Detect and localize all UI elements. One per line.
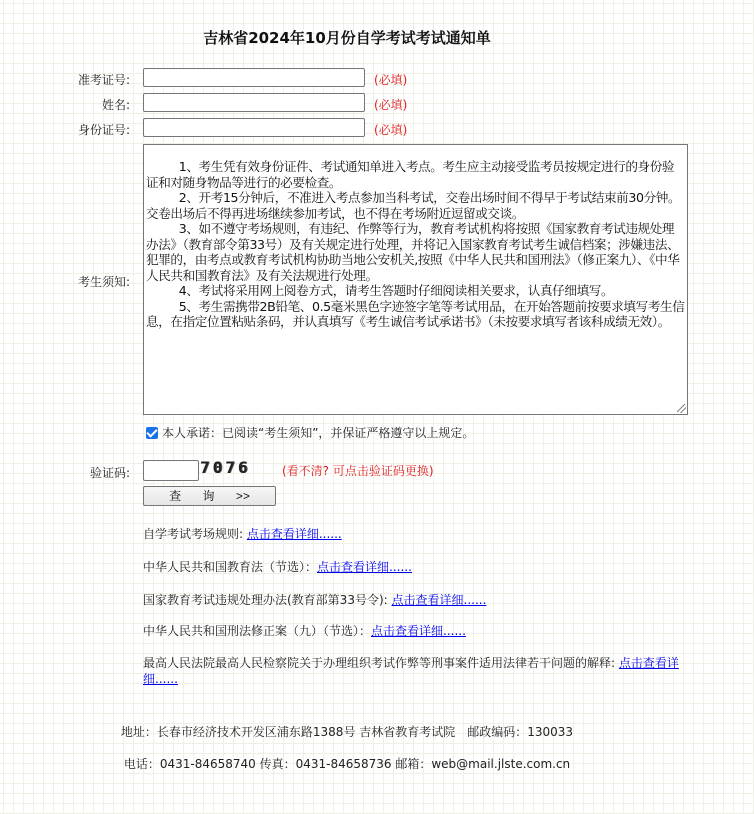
footer-contact: 电话：0431-84658740 传真：0431-84658736 邮箱：web@mail.jlste.com.cn	[123, 757, 571, 771]
notice-label: 考生须知:	[77, 275, 130, 289]
view-details-link[interactable]: 点击查看详细......	[371, 624, 466, 638]
exam-number-label: 准考证号:	[77, 73, 130, 87]
name-label: 姓名:	[101, 98, 130, 112]
notice-item: 3、如不遵守考场规则，有违纪、作弊等行为，教育考试机构将按照《国家教育考试违规处理办法》（教育部令第33号）及有关规定进行处理，并将记入国家教育考试考生诚信档案；涉嫌违法、犯罪的，由考点或教育考试机构协助当地公安机关,按照《中华人民共和国刑法》（修正案九）、《中华人民共和国教育法》及有关法规进行处理。	[146, 221, 680, 283]
link-row-exam-rules	[143, 526, 688, 542]
view-details-link[interactable]: 点击查看详细......	[246, 527, 342, 541]
link-prefix: 最高人民法院最高人民检察院关于办理组织考试作弊等刑事案件适用法律若干问题的解释:	[143, 656, 619, 670]
link-row-judicial-interpretation	[143, 655, 688, 687]
view-details-link[interactable]: 点击查看详细......	[317, 560, 412, 574]
link-row-criminal-law	[143, 623, 688, 639]
captcha-input[interactable]	[143, 460, 199, 481]
id-number-label: 身份证号:	[77, 123, 130, 137]
exam-number-input[interactable]	[143, 68, 365, 87]
notice-item: 4、考试将采用网上阅卷方式，请考生答题时仔细阅读相关要求，认真仔细填写。	[178, 283, 614, 298]
captcha-label: 验证码:	[89, 466, 130, 480]
view-details-link[interactable]: 点击查看详细......	[391, 593, 487, 607]
view-details-link[interactable]: 点击查看详细......	[143, 656, 679, 686]
link-prefix: 中华人民共和国刑法修正案（九）（节选）：	[143, 624, 372, 638]
name-input[interactable]	[143, 93, 365, 112]
link-row-education-law	[143, 559, 688, 575]
notice-item: 1、考生凭有效身份证件、考试通知单进入考点。考生应主动接受监考员按规定进行的身份验证和对随身物品等进行的必要检查。	[146, 159, 675, 190]
exam-number-required-hint: (必填)	[374, 73, 408, 87]
footer-address: 地址：长春市经济技术开发区浦东路1388号 吉林省教育考试院 邮政编码：130033	[120, 725, 574, 739]
resize-grip-icon[interactable]	[677, 404, 686, 413]
agreement-label: 本人承诺：已阅读“考生须知”，并保证严格遵守以上规定。	[162, 426, 475, 440]
link-prefix: 国家教育考试违规处理办法(教育部第33号令):	[143, 593, 392, 607]
name-required-hint: (必填)	[374, 98, 408, 112]
query-button[interactable]: 查 询 >>	[143, 486, 276, 506]
agreement-checkbox[interactable]	[146, 427, 158, 439]
page-title: 吉林省2024年10月份自学考试考试通知单	[203, 29, 491, 47]
agreement-row	[146, 424, 474, 441]
notice-textarea[interactable]	[143, 144, 688, 415]
id-number-input[interactable]	[143, 118, 365, 137]
link-prefix: 自学考试考场规则:	[143, 527, 247, 541]
captcha-image[interactable]: 7076	[200, 458, 251, 477]
notice-item: 2、开考15分钟后，不准进入考点参加当科考试，交卷出场时间不得早于考试结束前30分钟。交卷出场后不得再进场继续参加考试，也不得在考场附近逗留或交谈。	[146, 190, 681, 221]
captcha-refresh-hint: (看不清? 可点击验证码更换)	[282, 464, 434, 478]
notice-item: 5、考生需携带2B铅笔、0.5毫米黑色字迹签字笔等考试用品，在开始答题前按要求填写考生信息，在指定位置粘贴条码，并认真填写《考生诚信考试承诺书》（未按要求填写者该科成绩无效）。	[146, 298, 685, 329]
link-prefix: 中华人民共和国教育法（节选）：	[143, 560, 318, 574]
link-row-violation-rules	[143, 592, 688, 608]
id-number-required-hint: (必填)	[374, 123, 408, 137]
